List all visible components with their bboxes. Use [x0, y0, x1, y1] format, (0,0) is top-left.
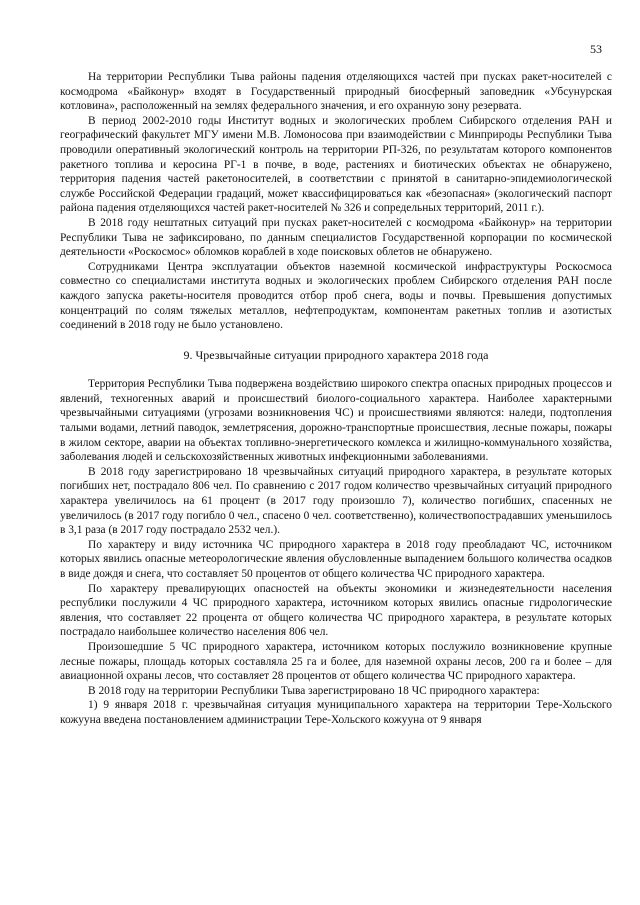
paragraph: По характеру и виду источника ЧС природного характера в 2018 году преобладают ЧС, источником которых явились опасные метеорологические явления обусловленные выпадением большого количества осадков в виде дождя и снега, что составляет 50 процентов от общего количества ЧС природного характера.: [60, 538, 612, 580]
paragraph: 1) 9 января 2018 г. чрезвычайная ситуация муниципального характера на территории Тере-Хольского кожууна введена постановлением администрации Тере-Хольского кожууна от 9 января: [60, 699, 612, 726]
paragraph: Территория Республики Тыва подвержена воздействию широкого спектра опасных природных процессов и явлений, техногенных аварий и происшествий биолого-социального характера. Наиболее характерными чрезвычайными ситуациями (угрозами возникновения ЧС) и происшествиями являются: наледи, подтопления талыми водами, летний паводок, землетрясения, дорожно-транспортные происшествия, лесные пожары, пожары в жилом секторе, аварии на объектах топливно-энергетического комлекса и жилищно-коммунального хозяйства, заболевания людей и сельскохозяйственных животных инфекционными заболеваниями.: [60, 378, 612, 464]
paragraph: В 2018 году на территории Республики Тыва зарегистрировано 18 ЧС природного характера:: [88, 684, 540, 697]
paragraph: Сотрудниками Центра эксплуатации объектов наземной космической инфраструктуры Роскосмоса совместно со специалистами института водных и экологических проблем Сибирского отделения РАН после каждого запуска ракеты-носителя проводится отбор проб снега, воды и почвы. Превышения допустимых концентраций по солям тяжелых металлов, нефтепродуктам, компонентам ракетных топлив и азотистых соединений в 2018 году не было установлено.: [60, 260, 612, 332]
paragraph: В 2018 году нештатных ситуаций при пусках ракет-носителей с космодрома «Байконур» на территории Республики Тыва не зафиксировано, по данным специалистов Государственной корпорации по космической деятельности «Роскосмос» обломков кораблей в ходе поисковых облетов не обнаружено.: [60, 216, 612, 259]
paragraph: В период 2002-2010 годы Институт водных и экологических проблем Сибирского отделения РАН и географический факультет МГУ имени М.В. Ломоносова при взаимодействии с Минприроды Республики Тыва проводили оперативный экологический контроль на территории РП-326, по результатам которого компонентов ракетного топлива и керосина РГ-1 в почве, в воде, растениях и биотических объектах не обнаружено, территория падения частей ракетоносителей, в соответствии с принятой в санитарно-эпидемиологической службе Российской Федерации градаций, может квассифицироваться как «безопасная» (экологический паспорт района падения отделяющихся частей ракет-носителей № 326 и сопредельных территорий, 2011 г.).: [60, 114, 612, 215]
section-heading: 9. Чрезвычайные ситуации природного характера 2018 года: [183, 347, 489, 362]
page-number: 53: [590, 42, 602, 56]
paragraph: Произошедшие 5 ЧС природного характера, источником которых послужило возникновение крупные лесные пожары, площадь которых составляла 25 га и более, для наземной охраны лесов, 200 га и более – для авиационной охраны лесов, что составляет 28 процентов от общего количества ЧС природного характера.: [60, 640, 612, 683]
paragraph: По характеру превалирующих опасностей на объекты экономики и жизнедеятельности населения республики послужили 4 ЧС природного характера, источником которых явились опасные гидрологические явления, что составляет 22 процента от общего количества ЧС природного характера, в результате которых пострадало наибольшее количество населения 806 чел.: [60, 582, 612, 639]
page-body: [60, 70, 612, 728]
paragraph: В 2018 году зарегистрировано 18 чрезвычайных ситуаций природного характера, в результате которых погибших нет, пострадало 806 чел. По сравнению с 2017 годом количество чрезвычайных ситуаций природного характера увеличилось на 61 процент (в 2017 году произошло 7), количество погибших, спасенных не увеличилось (в 2017 году погибло 0 чел., спасено 0 чел. соответственно), количествопострадавших уменьшилось в 3,1 раза (в 2017 году пострадало 2532 чел.).: [60, 465, 612, 537]
paragraph: На территории Республики Тыва районы падения отделяющихся частей при пусках ракет-носителей с космодрома «Байконур» входят в Государственный природный биосферный заповедник «Убсунурская котловина», расположенный на землях федерального значения, и его охранную зону резервата.: [60, 71, 612, 113]
